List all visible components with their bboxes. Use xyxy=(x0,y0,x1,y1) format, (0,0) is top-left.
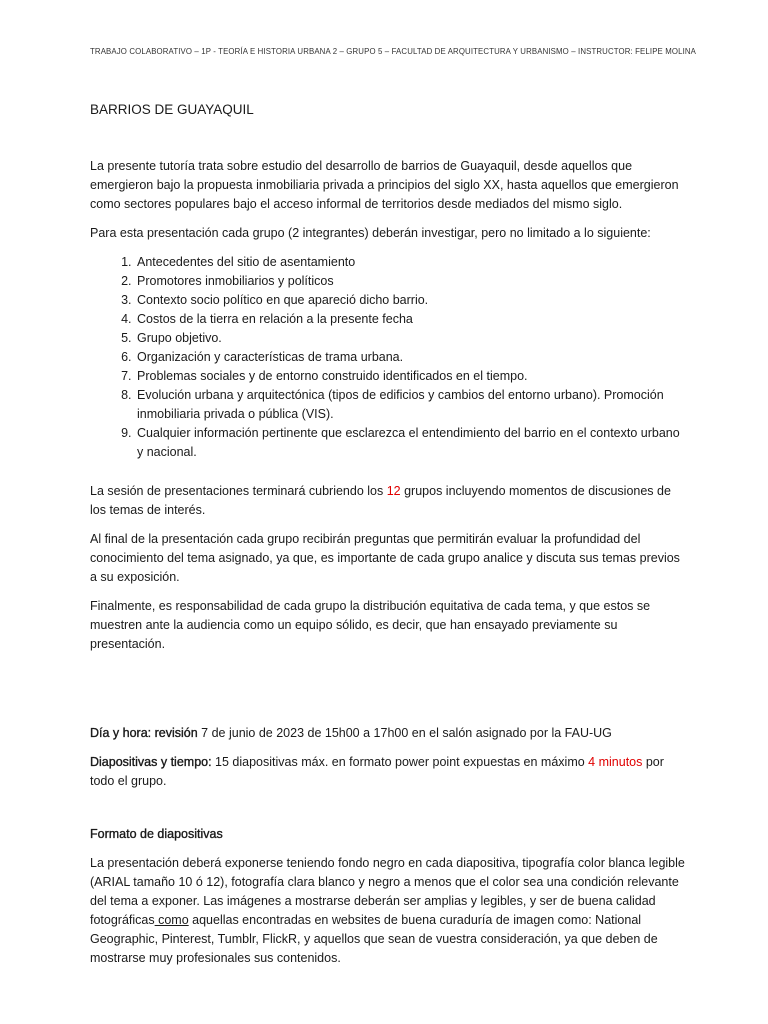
list-item: 4. Costos de la tierra en relación a la presente fecha xyxy=(135,310,685,329)
intro-paragraph: La presente tutoría trata sobre estudio del desarrollo de barrios de Guayaquil, desde aquellos que emergieron bajo la propuesta inmobiliaria privada a principios del siglo XX, hasta aquellos que emergieron como sectores populares bajo el acceso informal de territorios desde mediados del mismo siglo. xyxy=(90,159,679,211)
session-text-after: grupos incluyendo momentos de discusiones de los temas de interés. xyxy=(90,484,671,517)
list-item: 3. Contexto socio político en que apareció dicho barrio. xyxy=(135,291,685,310)
time-limit: 4 minutos xyxy=(588,755,643,769)
list-item: 2. Promotores inmobiliarios y políticos xyxy=(135,272,685,291)
list-item: 5. Grupo objetivo. xyxy=(135,329,685,348)
date-label: Día y hora: revisión xyxy=(90,726,198,740)
responsibility-paragraph: Finalmente, es responsabilidad de cada grupo la distribución equitativa de cada tema, y que estos se muestren ante la audiencia como un equipo sólido, es decir, que han ensayado previamente su presentación. xyxy=(90,599,651,651)
date-text: 7 de junio de 2023 de 15h00 a 17h00 en el salón asignado por la FAU-UG xyxy=(197,726,612,740)
instructions-paragraph: Para esta presentación cada grupo (2 integrantes) deberán investigar, pero no limitado a lo siguiente: xyxy=(90,226,651,240)
list-item: 7. Problemas sociales y de entorno construido identificados en el tiempo. xyxy=(135,367,685,386)
group-count: 12 xyxy=(386,484,401,498)
questions-paragraph: Al final de la presentación cada grupo recibirán preguntas que permitirán evaluar la profundidad del conocimiento del tema asignado, ya que, es importante de cada grupo analice y discuta sus temas previos a su exposición. xyxy=(90,532,680,584)
session-text-before: La sesión de presentaciones terminará cubriendo los xyxy=(90,484,387,498)
slides-label: Diapositivas y tiempo: xyxy=(90,755,212,769)
page-header: TRABAJO COLABORATIVO – 1P - TEORÍA E HISTORIA URBANA 2 – GRUPO 5 – FACULTAD DE ARQUITECTURA Y URBANISMO – INSTRUCTOR: FELIPE MOLINA xyxy=(90,46,697,56)
list-item: 1. Antecedentes del sitio de asentamiento xyxy=(135,253,685,272)
format-underlined-word: como xyxy=(154,913,189,927)
list-item: 9. Cualquier información pertinente que esclarezca el entendimiento del barrio en el contexto urbano y nacional. xyxy=(135,424,685,462)
slides-text-after: por todo el grupo. xyxy=(90,755,664,788)
document-body xyxy=(90,100,685,978)
list-item: 6. Organización y características de trama urbana. xyxy=(135,348,685,367)
date-paragraph xyxy=(90,724,685,743)
format-paragraph xyxy=(90,854,685,968)
session-paragraph xyxy=(90,482,685,520)
slides-text-before: 15 diapositivas máx. en formato power point expuestas en máximo xyxy=(211,755,589,769)
document-title: BARRIOS DE GUAYAQUIL xyxy=(90,102,254,117)
format-title: Formato de diapositivas xyxy=(90,827,223,841)
format-text-after: aquellas encontradas en websites de buena curaduría de imagen como: National Geographic, Pinterest, Tumblr, FlickR, y aquellos que sean de vuestra consideración, ya que deben de mostrarse muy profesionales sus contenidos. xyxy=(90,913,658,965)
list-item: 8. Evolución urbana y arquitectónica (tipos de edificios y cambios del entorno urbano). Promoción inmobiliaria privada o pública (VIS). xyxy=(135,386,685,424)
topic-list xyxy=(90,253,685,462)
format-text-before: La presentación deberá exponerse teniendo fondo negro en cada diapositiva, tipografía color blanca legible (ARIAL tamaño 10 ó 12), fotografía clara blanco y negro a menos que el color sea una condición relevante del tema a exponer. Las imágenes a mostrarse deberán ser amplias y legibles, y ser de buena calidad fotográficas xyxy=(90,856,685,927)
slides-paragraph xyxy=(90,753,685,791)
